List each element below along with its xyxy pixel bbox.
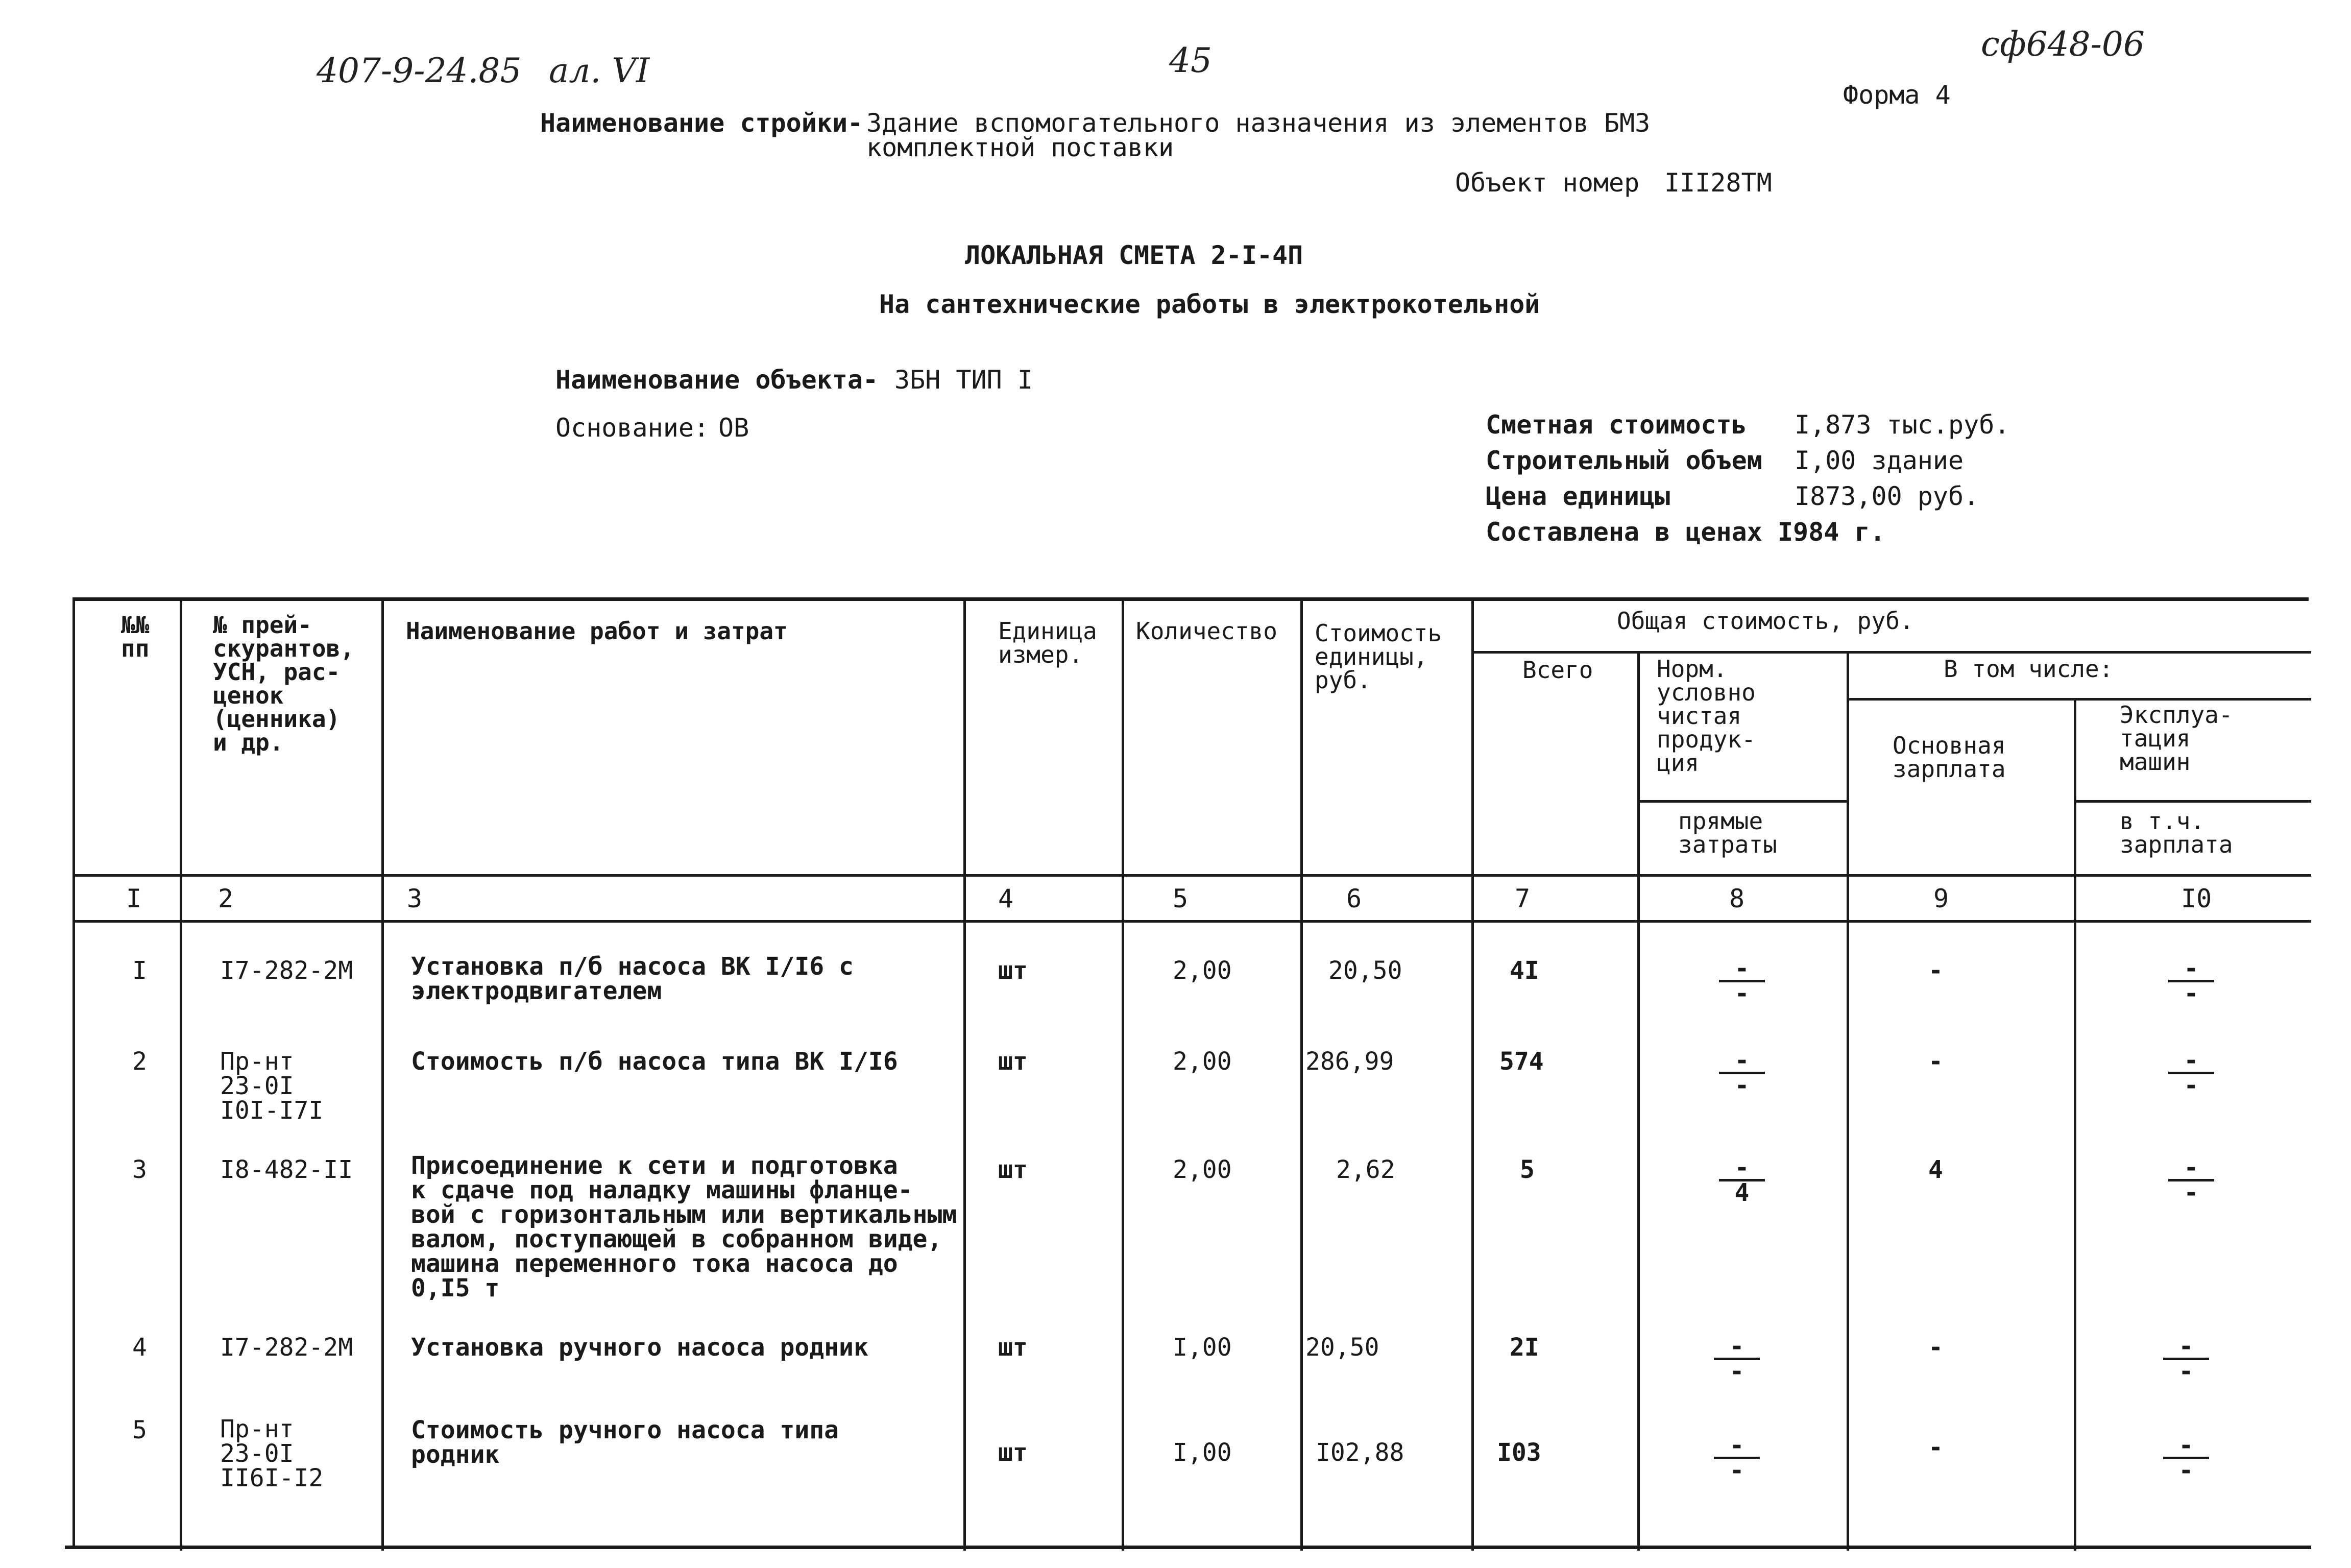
volume-value: I,00 здание [1795, 446, 1964, 475]
row-machine-fraction: - - [2161, 1157, 2222, 1203]
handwritten-sheet-code: сф648-06 [1981, 25, 2145, 64]
row-total: 4I [1510, 956, 1539, 985]
row-total: 5 [1520, 1155, 1535, 1184]
row-total: 574 [1499, 1047, 1544, 1076]
row-machine-fraction: - - [2155, 1336, 2217, 1382]
row-number: 5 [132, 1416, 147, 1444]
row-work-name: Установка п/б насоса ВК I/I6 с электродвигателем [411, 952, 854, 1005]
object-name-label: Наименование объекта- [555, 365, 879, 395]
header-price-list: № прей- скурантов, УСН, рас- ценок (ценника) и др. [213, 611, 354, 756]
row-base-salary: - [1928, 956, 1943, 985]
row-work-name: Стоимость п/б насоса типа ВК I/I6 [411, 1047, 898, 1076]
row-price-code: I8-482-II [220, 1155, 353, 1184]
header-machine-salary: в т.ч. зарплата [2120, 807, 2233, 858]
row-unit-cost: 20,50 [1328, 956, 1402, 985]
row-machine-fraction: - - [2161, 1050, 2222, 1096]
row-number: I [132, 956, 147, 985]
unit-price-value: I873,00 руб. [1795, 481, 1979, 511]
row-net-production-fraction: - 4 [1711, 1157, 1773, 1203]
handwritten-page-number: 45 [1169, 41, 1212, 80]
column-number-10: I0 [2181, 884, 2212, 913]
column-number-6: 6 [1346, 884, 1362, 913]
row-total: I03 [1497, 1438, 1541, 1467]
column-number-2: 2 [218, 884, 234, 913]
construction-label: Наименование стройки- [540, 108, 863, 138]
basis-label: Основание: [555, 413, 710, 443]
row-number: 3 [132, 1155, 147, 1184]
prices-year-label: Составлена в ценах I984 г. [1486, 517, 1885, 547]
row-base-salary: - [1928, 1333, 1943, 1362]
row-quantity: 2,00 [1173, 956, 1232, 985]
estimated-cost-label: Сметная стоимость [1486, 410, 1747, 440]
estimate-title: ЛОКАЛЬНАЯ СМЕТА 2-I-4П [965, 240, 1303, 270]
row-base-salary: - [1928, 1433, 1943, 1462]
row-unit-cost: 20,50 [1305, 1333, 1379, 1362]
row-quantity: 2,00 [1173, 1047, 1232, 1076]
row-quantity: 2,00 [1173, 1155, 1232, 1184]
row-total: 2I [1510, 1333, 1539, 1362]
row-net-production-fraction: - - [1711, 958, 1773, 1004]
form-number: Форма 4 [1843, 80, 1951, 110]
header-direct-costs: прямые затраты [1678, 807, 1777, 858]
column-number-9: 9 [1933, 884, 1949, 913]
column-number-7: 7 [1515, 884, 1531, 913]
row-net-production-fraction: - - [1706, 1435, 1767, 1481]
row-unit-cost: 286,99 [1305, 1047, 1394, 1076]
row-unit: шт [998, 1155, 1028, 1184]
row-price-code: I7-282-2М [220, 1333, 353, 1362]
row-net-production-fraction: - - [1711, 1050, 1773, 1096]
row-machine-fraction: - - [2155, 1435, 2217, 1481]
column-number-8: 8 [1729, 884, 1745, 913]
construction-value-line2: комплектной поставки [866, 133, 1174, 162]
object-name-value: ЗБН ТИП I [894, 365, 1033, 395]
row-price-code: Пр-нт 23-0I I0I-I7I [220, 1047, 324, 1125]
object-number-label: Объект номер [1455, 168, 1640, 198]
row-quantity: I,00 [1173, 1438, 1232, 1467]
estimated-cost-value: I,873 тыс.руб. [1795, 410, 2010, 440]
row-work-name: Установка ручного насоса родник [411, 1333, 868, 1362]
object-number-value: III28ТМ [1664, 168, 1772, 198]
row-net-production-fraction: - - [1706, 1336, 1767, 1382]
handwritten-doc-code: 407-9-24.85 [317, 51, 522, 90]
row-unit: шт [998, 1438, 1028, 1467]
row-price-code: Пр-нт 23-0I II6I-I2 [220, 1415, 324, 1492]
row-quantity: I,00 [1173, 1333, 1232, 1362]
column-number-3: 3 [407, 884, 423, 913]
row-price-code: I7-282-2М [220, 956, 353, 985]
row-work-name: Присоединение к сети и подготовка к сдаче под наладку машины фланце- вой с горизонтальным или вертикальным валом, поступающей в собранном виде, машина переменного тока насоса до 0,I5 т [411, 1151, 957, 1302]
handwritten-album: ал. VI [549, 51, 650, 90]
row-unit: шт [998, 1047, 1028, 1076]
basis-value: ОВ [718, 413, 749, 443]
row-machine-fraction: - - [2161, 958, 2222, 1004]
header-machine-operation: Эксплуа- тация машин [2120, 701, 2233, 776]
header-total-group: Общая стоимость, руб. [1617, 607, 1914, 635]
header-including: В том числе: [1944, 655, 2114, 683]
header-row-number: №№ пп [121, 611, 150, 662]
estimate-table [72, 597, 2309, 1547]
row-number: 4 [132, 1333, 147, 1362]
row-unit-cost: 2,62 [1336, 1155, 1395, 1184]
header-total: Всего [1522, 656, 1593, 684]
row-work-name: Стоимость ручного насоса типа родник [411, 1416, 839, 1469]
header-quantity: Количество [1136, 617, 1277, 645]
row-base-salary: - [1928, 1047, 1943, 1076]
estimate-subtitle: На сантехнические работы в электрокотельной [879, 290, 1540, 319]
row-unit: шт [998, 956, 1028, 985]
column-number-5: 5 [1173, 884, 1189, 913]
construction-value-line1: Здание вспомогательного назначения из элементов БМЗ [866, 108, 1651, 138]
header-unit-cost: Стоимость единицы, руб. [1315, 619, 1442, 694]
header-net-production: Норм. условно чистая продук- ция [1657, 655, 1756, 777]
row-number: 2 [132, 1047, 147, 1076]
row-unit-cost: I02,88 [1316, 1438, 1404, 1467]
column-number-4: 4 [998, 884, 1014, 913]
header-base-salary: Основная зарплата [1893, 732, 2006, 783]
header-work-name: Наименование работ и затрат [406, 617, 788, 645]
volume-label: Строительный объем [1486, 446, 1762, 475]
column-number-1: I [126, 884, 142, 913]
unit-price-label: Цена единицы [1486, 481, 1670, 511]
row-base-salary: 4 [1928, 1155, 1943, 1184]
header-unit: Единица измер. [998, 617, 1097, 668]
row-unit: шт [998, 1333, 1028, 1362]
